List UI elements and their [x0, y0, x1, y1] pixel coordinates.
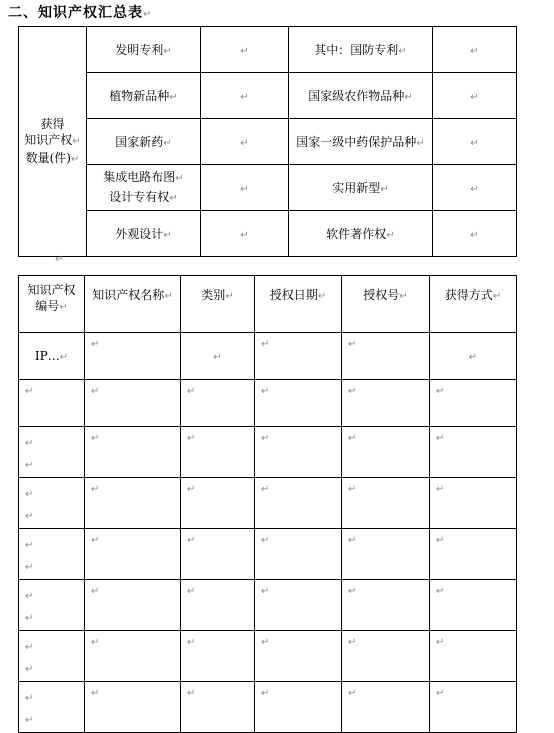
ip-name-cell[interactable]: ↵ — [85, 580, 181, 631]
table-row — [19, 631, 517, 682]
ip-name-cell[interactable]: ↵ — [85, 478, 181, 529]
ip-name-cell[interactable]: ↵ — [85, 380, 181, 427]
grant-date-cell[interactable]: ↵ — [255, 478, 342, 529]
category-cell[interactable]: ↵ — [181, 631, 255, 682]
ip-summary-table — [18, 26, 517, 257]
ip-name-cell[interactable]: ↵ — [85, 682, 181, 733]
page-title: 二、知识产权汇总表↵ — [8, 5, 153, 21]
category-cell[interactable]: ↵ — [181, 529, 255, 580]
design-patent-value[interactable]: ↵ — [201, 211, 289, 257]
grant-date-cell[interactable]: ↵ — [255, 529, 342, 580]
acquisition-cell[interactable]: ↵ — [430, 580, 517, 631]
plant-variety-value[interactable]: ↵ — [201, 73, 289, 119]
col-header-ip-name: 知识产权名称↵ — [85, 276, 181, 333]
ip-number-cell[interactable]: ↵ ↵ — [19, 478, 85, 529]
category-cell[interactable]: ↵ — [181, 427, 255, 478]
utility-model-label: 实用新型↵ — [289, 165, 433, 211]
table-row — [19, 380, 517, 427]
table-row — [19, 682, 517, 733]
grant-number-cell[interactable]: ↵ — [342, 631, 430, 682]
grant-number-cell[interactable]: ↵ — [342, 529, 430, 580]
ip-number-cell[interactable]: ↵ ↵ — [19, 682, 85, 733]
grant-number-cell[interactable]: ↵ — [342, 682, 430, 733]
ip-number-cell[interactable]: ↵ ↵ — [19, 631, 85, 682]
category-cell[interactable]: ↵ — [181, 580, 255, 631]
table-row — [19, 580, 517, 631]
ip-number-cell[interactable]: ↵ ↵ — [19, 427, 85, 478]
acquisition-cell[interactable]: ↵ — [430, 682, 517, 733]
table-row — [19, 333, 517, 380]
grant-number-cell[interactable]: ↵ — [342, 427, 430, 478]
ip-name-cell[interactable]: ↵ — [85, 631, 181, 682]
grant-date-cell[interactable]: ↵ — [255, 333, 342, 380]
col-header-ip-number: 知识产权 编号↵ — [19, 276, 85, 333]
ip-name-cell[interactable]: ↵ — [85, 333, 181, 380]
col-header-category: 类别↵ — [181, 276, 255, 333]
software-copyright-value[interactable]: ↵ — [433, 211, 517, 257]
new-drug-label: 国家新药↵ — [87, 119, 201, 165]
invention-patent-value[interactable]: ↵ — [201, 27, 289, 73]
table-row — [19, 478, 517, 529]
grant-number-cell[interactable]: ↵ — [342, 478, 430, 529]
ip-count-label: 获得 知识产权↵ 数量(件)↵ — [19, 27, 87, 257]
grant-date-cell[interactable]: ↵ — [255, 427, 342, 478]
detail-header-row — [19, 276, 517, 333]
ic-layout-label: 集成电路布图↵ 设计专有权↵ — [87, 165, 201, 211]
acquisition-cell[interactable]: ↵ — [430, 478, 517, 529]
grant-number-cell[interactable]: ↵ — [342, 333, 430, 380]
defense-patent-value[interactable]: ↵ — [433, 27, 517, 73]
utility-model-value[interactable]: ↵ — [433, 165, 517, 211]
software-copyright-label: 软件著作权↵ — [289, 211, 433, 257]
table-row — [19, 427, 517, 478]
invention-patent-label: 发明专利↵ — [87, 27, 201, 73]
grant-number-cell[interactable]: ↵ — [342, 380, 430, 427]
grant-number-cell[interactable]: ↵ — [342, 580, 430, 631]
grant-date-cell[interactable]: ↵ — [255, 631, 342, 682]
grant-date-cell[interactable]: ↵ — [255, 580, 342, 631]
ip-number-cell[interactable]: IP…↵ — [19, 333, 85, 380]
ip-number-cell[interactable]: ↵ ↵ — [19, 529, 85, 580]
ip-number-cell[interactable]: ↵ — [19, 380, 85, 427]
tcm-protected-value[interactable]: ↵ — [433, 119, 517, 165]
acquisition-cell[interactable]: ↵ — [430, 427, 517, 478]
ip-name-cell[interactable]: ↵ — [85, 427, 181, 478]
category-cell[interactable]: ↵ — [181, 380, 255, 427]
acquisition-cell[interactable]: ↵ — [430, 333, 517, 380]
acquisition-cell[interactable]: ↵ — [430, 380, 517, 427]
tcm-protected-label: 国家一级中药保护品种↵ — [289, 119, 433, 165]
table-row — [19, 529, 517, 580]
col-header-grant-date: 授权日期↵ — [255, 276, 342, 333]
design-patent-label: 外观设计↵ — [87, 211, 201, 257]
ip-number-cell[interactable]: ↵ ↵ — [19, 580, 85, 631]
paragraph-mark: ↵ — [55, 254, 64, 265]
crop-variety-label: 国家级农作物品种↵ — [289, 73, 433, 119]
ip-detail-table — [18, 275, 517, 733]
grant-date-cell[interactable]: ↵ — [255, 380, 342, 427]
acquisition-cell[interactable]: ↵ — [430, 631, 517, 682]
crop-variety-value[interactable]: ↵ — [433, 73, 517, 119]
plant-variety-label: 植物新品种↵ — [87, 73, 201, 119]
category-cell[interactable]: ↵ — [181, 333, 255, 380]
defense-patent-label: 其中：国防专利↵ — [289, 27, 433, 73]
ic-layout-value[interactable]: ↵ — [201, 165, 289, 211]
grant-date-cell[interactable]: ↵ — [255, 682, 342, 733]
col-header-acquisition: 获得方式↵ — [430, 276, 517, 333]
acquisition-cell[interactable]: ↵ — [430, 529, 517, 580]
category-cell[interactable]: ↵ — [181, 478, 255, 529]
new-drug-value[interactable]: ↵ — [201, 119, 289, 165]
category-cell[interactable]: ↵ — [181, 682, 255, 733]
col-header-grant-number: 授权号↵ — [342, 276, 430, 333]
ip-name-cell[interactable]: ↵ — [85, 529, 181, 580]
